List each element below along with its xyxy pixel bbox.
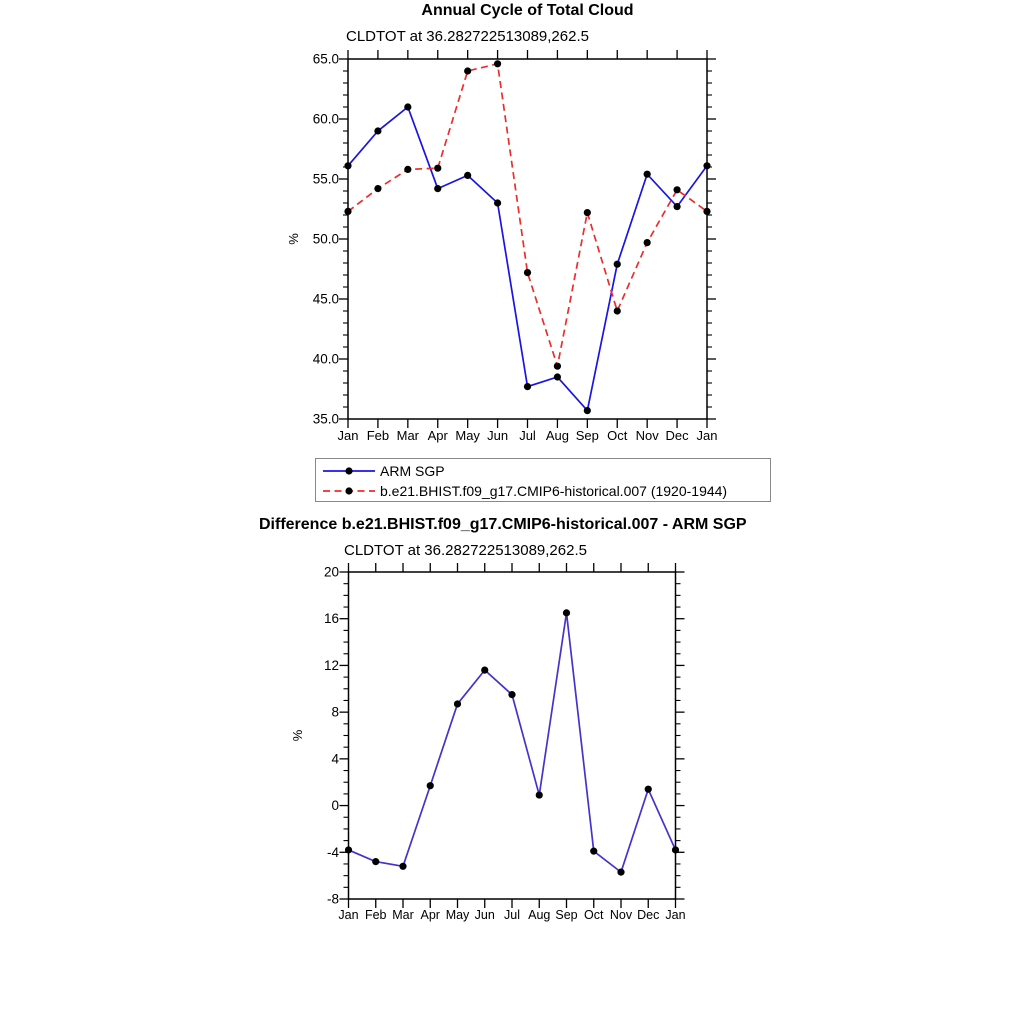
data-point-b-e21-bhist-f09-g17-cmip6-historical-007-1920-1944 [644, 239, 651, 246]
x-tick-label: Aug [545, 428, 569, 443]
y-axis-label: % [286, 233, 301, 245]
plot-frame [348, 59, 707, 419]
y-tick-label: 45.0 [312, 291, 339, 307]
series-line-arm-sgp [348, 107, 707, 411]
y-tick-label: -8 [326, 891, 339, 907]
x-tick-label: Jun [474, 908, 495, 922]
x-tick-label: Jul [504, 908, 520, 922]
y-tick-label: 4 [331, 751, 339, 767]
data-point-b-e21-bhist-f09-g17-cmip6-historical-007-1920-1944 [374, 185, 381, 192]
legend-marker-dot [345, 467, 352, 474]
data-point-difference [481, 667, 488, 674]
data-point-difference [345, 846, 352, 853]
data-point-arm-sgp [344, 162, 351, 169]
y-tick-label: 16 [323, 611, 339, 627]
data-point-difference [672, 846, 679, 853]
data-point-arm-sgp [703, 162, 710, 169]
y-tick-label: 8 [331, 704, 339, 720]
data-point-difference [454, 700, 461, 707]
x-tick-label: Jun [487, 428, 509, 443]
data-point-b-e21-bhist-f09-g17-cmip6-historical-007-1920-1944 [614, 307, 621, 314]
data-point-arm-sgp [584, 407, 591, 414]
x-tick-label: Sep [575, 428, 599, 443]
legend-item-model [320, 481, 770, 501]
data-point-arm-sgp [614, 261, 621, 268]
x-tick-label: Sep [555, 908, 578, 922]
difference-plot [290, 563, 686, 922]
data-point-arm-sgp [494, 199, 501, 206]
x-tick-label: Oct [584, 908, 604, 922]
data-point-arm-sgp [644, 171, 651, 178]
data-point-b-e21-bhist-f09-g17-cmip6-historical-007-1920-1944 [673, 186, 680, 193]
y-tick-label: 12 [323, 657, 339, 673]
y-tick-label: 20 [323, 564, 339, 580]
x-tick-label: Feb [364, 908, 387, 922]
legend-label: b.e21.BHIST.f09_g17.CMIP6-historical.007 (1920-1944) [380, 483, 728, 499]
data-point-b-e21-bhist-f09-g17-cmip6-historical-007-1920-1944 [404, 166, 411, 173]
x-tick-label: Apr [420, 908, 440, 922]
x-tick-label: Jan [337, 428, 359, 443]
series-line-difference [349, 613, 676, 872]
data-point-difference [399, 863, 406, 870]
y-tick-label: 40.0 [312, 351, 339, 367]
legend-sample-line-solid [320, 464, 378, 478]
x-tick-label: Dec [637, 908, 660, 922]
x-tick-label: May [455, 428, 480, 443]
difference-subtitle: CLDTOT at 36.282722513089,262.5 [344, 542, 587, 559]
x-tick-label: Jan [696, 428, 718, 443]
x-tick-label: Jul [519, 428, 536, 443]
x-tick-label: Nov [635, 428, 659, 443]
data-point-arm-sgp [524, 383, 531, 390]
data-point-arm-sgp [404, 103, 411, 110]
y-tick-label: 35.0 [312, 411, 339, 427]
data-point-arm-sgp [464, 172, 471, 179]
data-point-difference [563, 609, 570, 616]
data-point-difference [645, 786, 652, 793]
legend-sample-line-dashed [320, 484, 378, 498]
data-point-arm-sgp [434, 185, 441, 192]
y-tick-label: 60.0 [312, 111, 339, 127]
x-tick-label: Mar [392, 908, 414, 922]
legend-item-arm-sgp [320, 461, 770, 481]
y-axis-label: % [290, 729, 305, 742]
data-point-difference [372, 858, 379, 865]
data-point-difference [536, 791, 543, 798]
data-point-b-e21-bhist-f09-g17-cmip6-historical-007-1920-1944 [524, 269, 531, 276]
annual-cycle-title: Annual Cycle of Total Cloud [421, 2, 634, 19]
data-point-difference [590, 848, 597, 855]
data-point-difference [508, 691, 515, 698]
x-tick-label: Aug [528, 908, 551, 922]
legend-marker-dot [345, 487, 352, 494]
data-point-b-e21-bhist-f09-g17-cmip6-historical-007-1920-1944 [584, 209, 591, 216]
x-tick-label: Oct [607, 428, 628, 443]
y-tick-label: 0 [331, 798, 339, 814]
x-tick-label: Jan [338, 908, 359, 922]
y-tick-label: 55.0 [312, 171, 339, 187]
x-tick-label: Jan [665, 908, 686, 922]
data-point-b-e21-bhist-f09-g17-cmip6-historical-007-1920-1944 [494, 60, 501, 67]
x-tick-label: Mar [396, 428, 420, 443]
annual-cycle-plot [286, 50, 717, 443]
y-tick-label: 65.0 [312, 51, 339, 67]
legend-label: ARM SGP [380, 463, 445, 479]
x-tick-label: Apr [427, 428, 448, 443]
data-point-b-e21-bhist-f09-g17-cmip6-historical-007-1920-1944 [554, 363, 561, 370]
data-point-difference [427, 782, 434, 789]
data-point-arm-sgp [554, 373, 561, 380]
data-point-b-e21-bhist-f09-g17-cmip6-historical-007-1920-1944 [703, 208, 710, 215]
x-tick-label: Feb [366, 428, 390, 443]
plot-frame [349, 572, 676, 899]
annual-cycle-subtitle: CLDTOT at 36.282722513089,262.5 [346, 28, 589, 45]
data-point-b-e21-bhist-f09-g17-cmip6-historical-007-1920-1944 [344, 208, 351, 215]
data-point-arm-sgp [374, 127, 381, 134]
difference-title: Difference b.e21.BHIST.f09_g17.CMIP6-historical.007 - ARM SGP [259, 516, 747, 533]
x-tick-label: May [445, 908, 470, 922]
series-line-b-e21-bhist-f09-g17-cmip6-historical-007-1920-1944 [348, 64, 707, 366]
x-tick-label: Dec [665, 428, 689, 443]
data-point-b-e21-bhist-f09-g17-cmip6-historical-007-1920-1944 [464, 67, 471, 74]
y-tick-label: 50.0 [312, 231, 339, 247]
data-point-b-e21-bhist-f09-g17-cmip6-historical-007-1920-1944 [434, 165, 441, 172]
legend [315, 458, 771, 502]
data-point-difference [617, 869, 624, 876]
x-tick-label: Nov [609, 908, 633, 922]
y-tick-label: -4 [326, 844, 339, 860]
data-point-arm-sgp [673, 203, 680, 210]
